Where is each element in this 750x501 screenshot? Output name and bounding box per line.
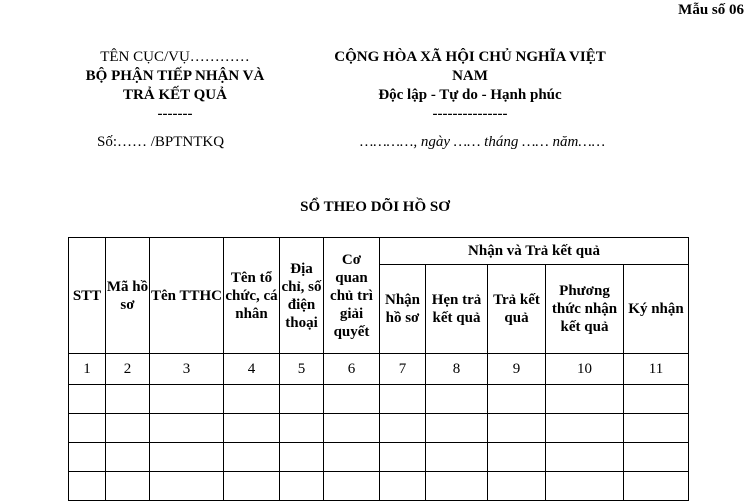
column-number: 6: [324, 354, 380, 385]
col-header-tra-ket-qua: Trả kết quả: [488, 265, 546, 354]
table-cell: [624, 443, 689, 472]
col-header-stt: STT: [69, 238, 106, 354]
table-cell: [324, 472, 380, 501]
form-number: Mẫu số 06: [678, 2, 744, 18]
table-cell: [488, 414, 546, 443]
table-cell: [280, 443, 324, 472]
table-cell: [426, 443, 488, 472]
col-header-hen-tra: Hẹn trả kết quả: [426, 265, 488, 354]
col-header-ma-ho-so: Mã hồ sơ: [106, 238, 150, 354]
issuing-unit-header: [55, 48, 295, 124]
table-cell: [324, 443, 380, 472]
table-cell: [280, 414, 324, 443]
table-cell: [106, 472, 150, 501]
table-row: [69, 472, 689, 501]
table-cell: [150, 385, 224, 414]
column-number-row: [69, 354, 689, 385]
table-cell: [150, 414, 224, 443]
table-row: [69, 414, 689, 443]
table-cell: [106, 443, 150, 472]
table-cell: [624, 472, 689, 501]
table-cell: [426, 472, 488, 501]
col-header-dia-chi: Địa chỉ, số điện thoại: [280, 238, 324, 354]
col-header-ky-nhan: Ký nhận: [624, 265, 689, 354]
records-table: [68, 237, 689, 501]
table-cell: [380, 414, 426, 443]
national-motto: Độc lập - Tự do - Hạnh phúc: [378, 87, 562, 103]
col-header-nhan-ho-so: Nhận hồ sơ: [380, 265, 426, 354]
table-cell: [546, 414, 624, 443]
right-divider: ---------------: [432, 106, 508, 122]
table-cell: [546, 472, 624, 501]
table-cell: [488, 472, 546, 501]
table-row: [69, 385, 689, 414]
table-cell: [546, 443, 624, 472]
table-cell: [280, 472, 324, 501]
agency-line: TÊN CỤC/VỤ…………: [100, 49, 250, 65]
date-line: …………, ngày …… tháng …… năm……: [360, 134, 606, 150]
table-cell: [280, 385, 324, 414]
table-cell: [324, 385, 380, 414]
column-number: 2: [106, 354, 150, 385]
column-number: 11: [624, 354, 689, 385]
table-cell: [69, 443, 106, 472]
table-cell: [224, 414, 280, 443]
table-cell: [380, 385, 426, 414]
country-name-line1: CỘNG HÒA XÃ HỘI CHỦ NGHĨA VIỆT: [334, 49, 606, 65]
col-header-ten-tthc: Tên TTHC: [150, 238, 224, 354]
table-cell: [624, 414, 689, 443]
column-number: 7: [380, 354, 426, 385]
col-header-phuong-thuc: Phương thức nhận kết quả: [546, 265, 624, 354]
table-cell: [380, 472, 426, 501]
column-number: 3: [150, 354, 224, 385]
table-cell: [624, 385, 689, 414]
national-header: [300, 48, 640, 124]
table-cell: [488, 443, 546, 472]
left-divider: -------: [157, 106, 193, 122]
column-number: 5: [280, 354, 324, 385]
table-cell: [324, 414, 380, 443]
table-cell: [546, 385, 624, 414]
column-number: 1: [69, 354, 106, 385]
col-group-header-nhan-tra: Nhận và Trả kết quả: [380, 238, 689, 265]
table-cell: [488, 385, 546, 414]
unit-name-line2: TRẢ KẾT QUẢ: [123, 87, 227, 103]
table-cell: [69, 385, 106, 414]
country-name-line2: NAM: [452, 68, 488, 84]
table-cell: [150, 472, 224, 501]
table-cell: [224, 385, 280, 414]
col-header-ten-to-chuc: Tên tổ chức, cá nhân: [224, 238, 280, 354]
table-cell: [150, 443, 224, 472]
document-number: Số:…… /BPTNTKQ: [97, 134, 225, 150]
table-cell: [426, 385, 488, 414]
page-title: SỔ THEO DÕI HỒ SƠ: [300, 199, 450, 215]
table-cell: [69, 472, 106, 501]
table-cell: [106, 414, 150, 443]
table-cell: [224, 443, 280, 472]
column-number: 10: [546, 354, 624, 385]
table-cell: [69, 414, 106, 443]
col-header-co-quan: Cơ quan chủ trì giải quyết: [324, 238, 380, 354]
table-cell: [380, 443, 426, 472]
column-number: 9: [488, 354, 546, 385]
unit-name-line1: BỘ PHẬN TIẾP NHẬN VÀ: [85, 68, 265, 84]
table-cell: [106, 385, 150, 414]
table-row: [69, 443, 689, 472]
table-cell: [224, 472, 280, 501]
column-number: 8: [426, 354, 488, 385]
column-number: 4: [224, 354, 280, 385]
table-cell: [426, 414, 488, 443]
